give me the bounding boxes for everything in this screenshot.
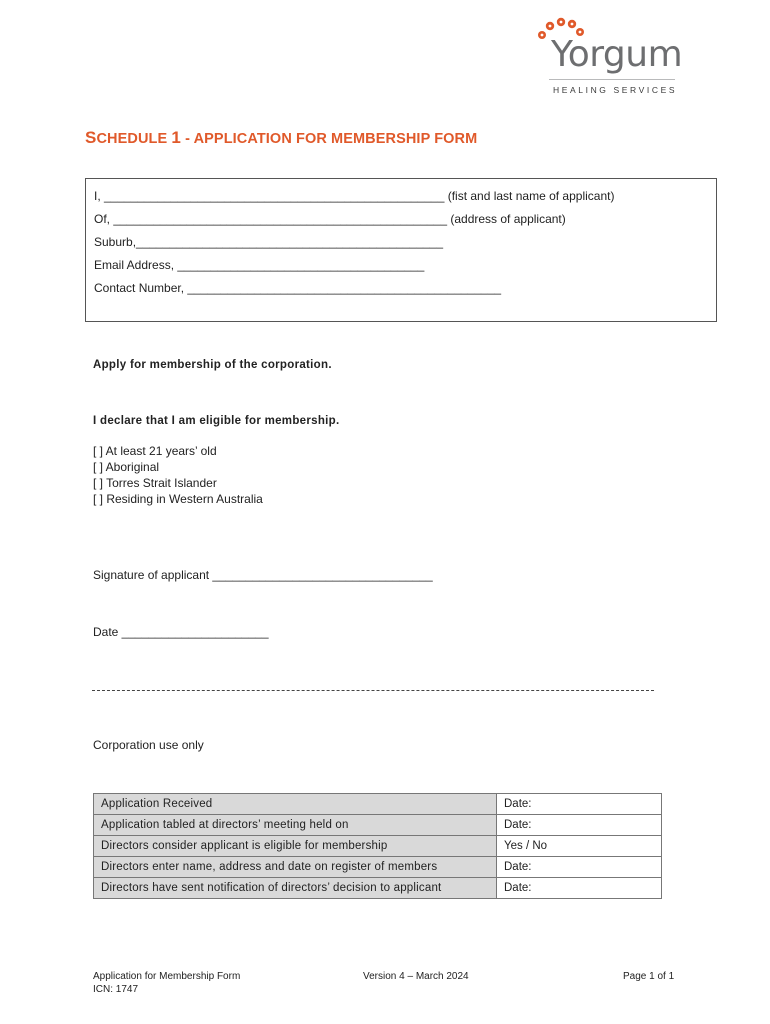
table-row <box>94 857 662 878</box>
footer-form-name: Application for Membership Form <box>93 971 241 982</box>
table-cell-label: Application tabled at directors’ meeting held on <box>94 815 497 836</box>
corporation-use-table <box>93 793 662 899</box>
yorgum-logo <box>535 14 685 100</box>
applicant-details-box <box>85 178 717 322</box>
title-rest: - APPLICATION FOR MEMBERSHIP FORM <box>180 131 478 147</box>
table-cell-value[interactable]: Date: <box>497 878 662 899</box>
table-row <box>94 815 662 836</box>
logo-tagline: HEALING SERVICES <box>553 85 678 95</box>
footer-page-number: Page 1 of 1 <box>623 971 675 982</box>
dashed-separator <box>92 690 654 691</box>
apply-statement: Apply for membership of the corporation. <box>93 359 332 371</box>
title-prefix-small: CHEDULE <box>96 131 172 147</box>
suburb-field-line[interactable]: Suburb,______________________________________________ <box>94 235 444 249</box>
page-title <box>85 128 477 148</box>
table-row <box>94 836 662 857</box>
table-cell-label: Application Received <box>94 794 497 815</box>
declare-statement: I declare that I am eligible for membership. <box>93 415 340 427</box>
footer-icn: ICN: 1747 <box>93 984 139 995</box>
logo-divider <box>549 79 675 80</box>
logo-wordmark: Yorgum <box>551 34 683 75</box>
title-number: 1 <box>171 128 181 147</box>
table-cell-label: Directors have sent notification of directors’ decision to applicant <box>94 878 497 899</box>
title-prefix-big: S <box>85 128 97 147</box>
table-row <box>94 878 662 899</box>
email-field-line[interactable]: Email Address, _____________________________________ <box>94 258 425 272</box>
date-line[interactable]: Date ______________________ <box>93 625 269 639</box>
table-cell-value[interactable]: Date: <box>497 794 662 815</box>
table-cell-value[interactable]: Date: <box>497 815 662 836</box>
table-cell-value[interactable]: Yes / No <box>497 836 662 857</box>
corporation-use-label: Corporation use only <box>93 738 204 752</box>
table-cell-label: Directors consider applicant is eligible for membership <box>94 836 497 857</box>
option-torres-strait-islander[interactable]: [ ] Torres Strait Islander <box>93 476 217 490</box>
table-cell-value[interactable]: Date: <box>497 857 662 878</box>
table-row <box>94 794 662 815</box>
contact-number-field-line[interactable]: Contact Number, _______________________________________________ <box>94 281 502 295</box>
option-age[interactable]: [ ] At least 21 years’ old <box>93 444 217 458</box>
footer-version: Version 4 – March 2024 <box>363 971 469 982</box>
option-aboriginal[interactable]: [ ] Aboriginal <box>93 460 160 474</box>
table-cell-label: Directors enter name, address and date on register of members <box>94 857 497 878</box>
name-field-line[interactable]: I, ___________________________________________________ (fist and last name of applicant) <box>94 189 615 203</box>
address-field-line[interactable]: Of, __________________________________________________ (address of applicant) <box>94 212 566 226</box>
option-residing-wa[interactable]: [ ] Residing in Western Australia <box>93 492 263 506</box>
signature-line[interactable]: Signature of applicant _________________________________ <box>93 568 433 582</box>
